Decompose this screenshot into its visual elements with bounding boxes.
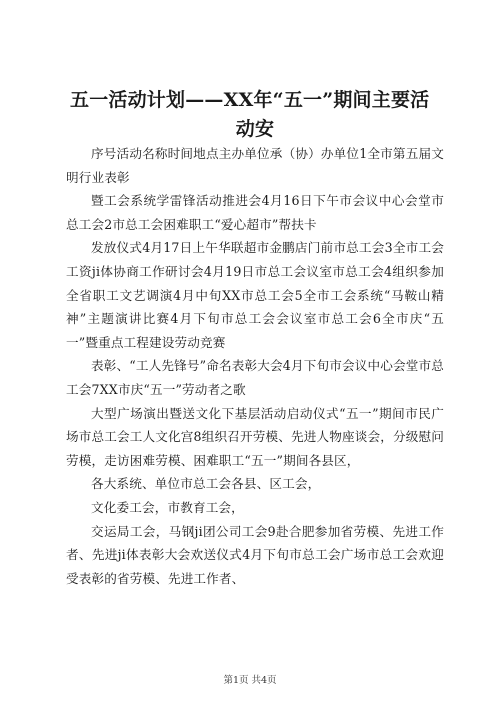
title-line-2: 动安 [235, 118, 275, 140]
title-line-1: 五一活动计划——XX年“五一”期间主要活 [70, 89, 430, 111]
page-footer: 第1页 共4页 [223, 675, 277, 686]
document-title [70, 86, 440, 144]
paragraph-6: 各大系统、单位市总工会各县、区工会， [91, 476, 321, 492]
paragraph-1: 序号活动名称时间地点主办单位承（协）办单位1全市第五届文明行业表彰 [66, 146, 444, 185]
paragraph-4: 表彰、“工人先锋号”命名表彰大会4月下旬市会议中心会堂市总工会7XX市庆“五一”劳动者之歌 [66, 358, 444, 397]
document-body [66, 142, 444, 590]
paragraph-5: 大型广场演出暨送文化下基层活动启动仪式“五一”期间市民广场市总工会工人文化宫8组织召开劳模、先进人物座谈会，分级慰问劳模，走访困难劳模、困难职工“五一”期间各县区， [66, 405, 444, 468]
paragraph-2: 暨工会系统学雷锋活动推进会4月16日下午市会议中心会堂市总工会2市总工会困难职工“爱心超市”帮扶卡 [66, 193, 444, 232]
paragraph-8: 交运局工会，马钢ji团公司工会9赴合肥参加省劳模、先进工作者、先进ji体表彰大会欢送仪式4月下旬市总工会广场市总工会欢迎受表彰的省劳模、先进工作者、 [66, 523, 444, 586]
paragraph-3: 发放仪式4月17日上午华联超市金鹏店门前市总工会3全市工会工资ji体协商工作研讨会4月19日市总工会议室市总工会4组织参加全省职工文艺调演4月中旬XX市总工会5全市工会系统“马鞍山精神”主题演讲比赛4月下旬市总工会会议室市总工会6全市庆“五一”暨重点工程建设劳动竞赛 [66, 240, 444, 350]
paragraph-7: 文化委工会，市教育工会， [91, 499, 244, 515]
